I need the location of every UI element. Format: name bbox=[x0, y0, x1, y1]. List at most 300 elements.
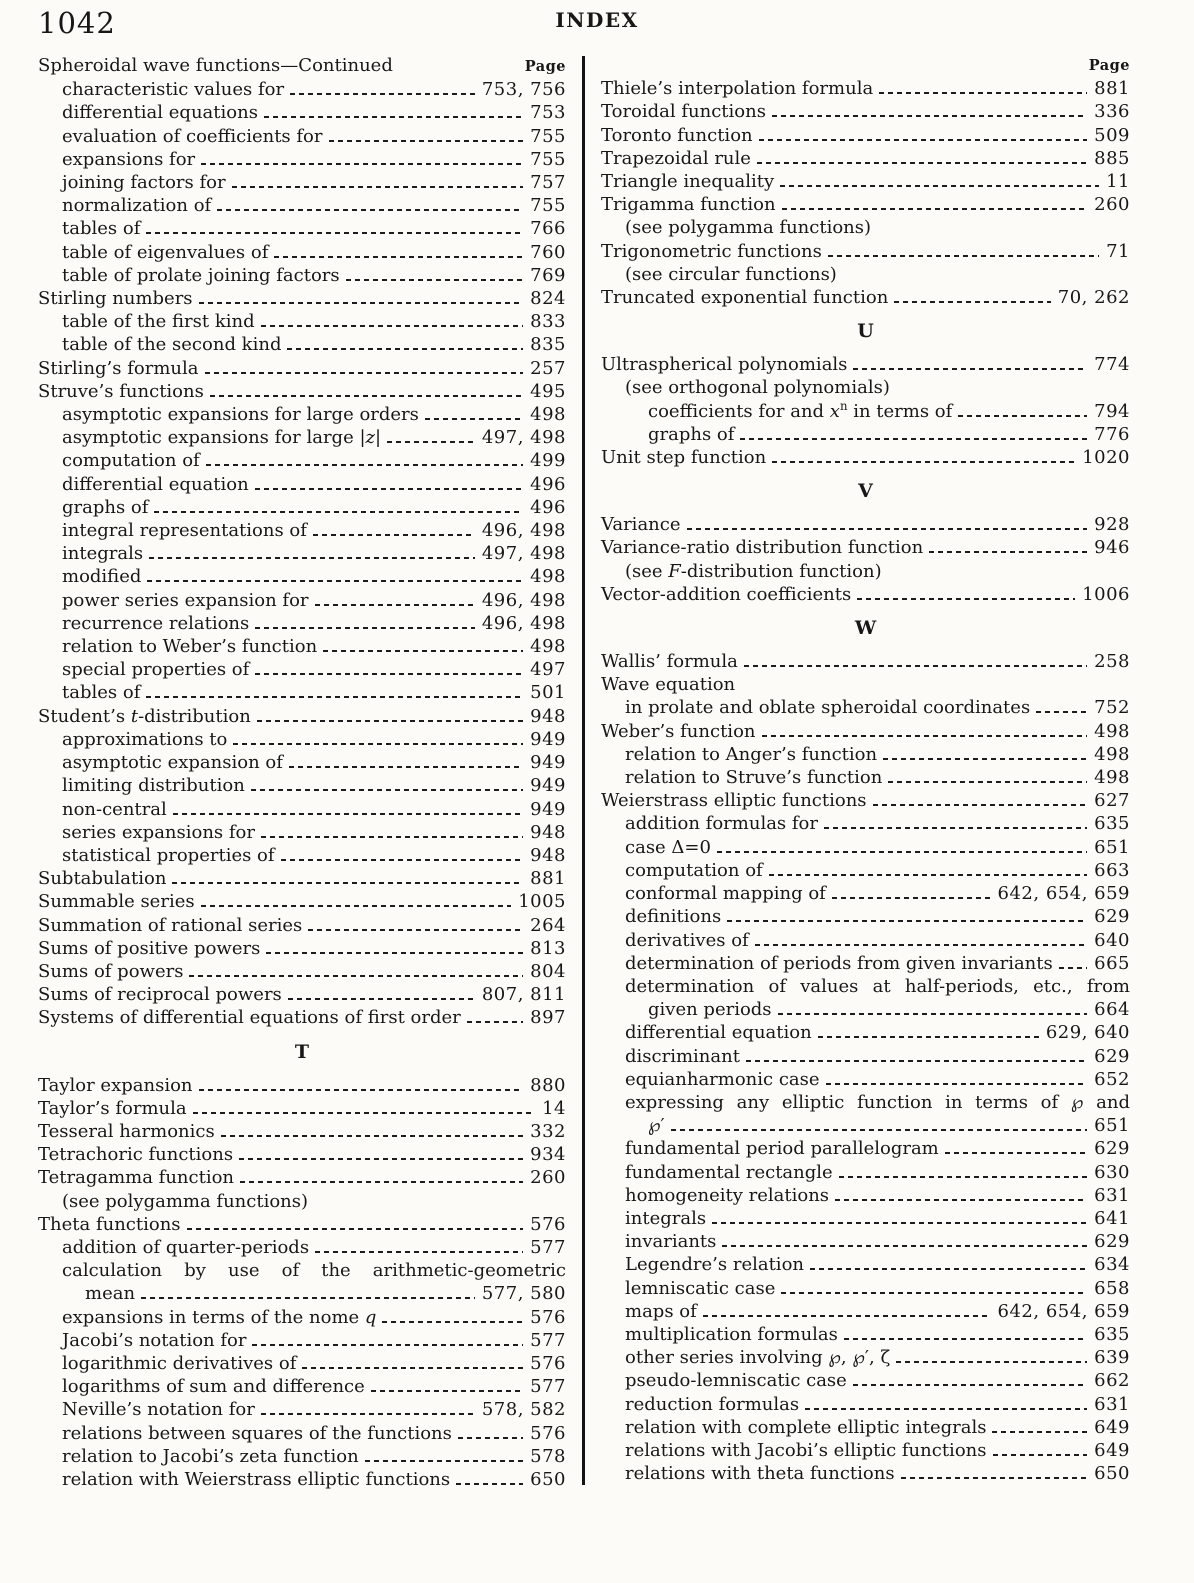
column-page-label: Page bbox=[524, 58, 566, 75]
index-entry-row bbox=[601, 952, 1130, 975]
dot-leader bbox=[290, 93, 475, 95]
entry-pages: 495 bbox=[530, 380, 566, 402]
index-entry-row bbox=[38, 426, 566, 449]
index-entry-row bbox=[38, 728, 566, 751]
entry-pages: 880 bbox=[530, 1074, 566, 1096]
entry-text: (see orthogonal polynomials) bbox=[625, 377, 890, 399]
dot-leader bbox=[1059, 967, 1087, 969]
entry-text: approximations to bbox=[62, 728, 228, 750]
index-entry-row bbox=[601, 720, 1130, 743]
entry-pages: 70, 262 bbox=[1057, 287, 1130, 309]
entry-text: Subtabulation bbox=[38, 868, 167, 890]
index-entry-row bbox=[601, 446, 1130, 469]
entry-text: (see polygamma functions) bbox=[62, 1190, 309, 1212]
dot-leader bbox=[805, 1408, 1087, 1410]
entry-text: Weierstrass elliptic functions bbox=[601, 790, 867, 812]
column-header-row bbox=[38, 54, 566, 78]
index-entry-row bbox=[38, 380, 566, 403]
dot-leader bbox=[210, 395, 523, 397]
dot-leader bbox=[883, 758, 1087, 760]
entry-text: graphs of bbox=[648, 423, 735, 445]
entry-text: asymptotic expansion of bbox=[62, 752, 283, 774]
entry-pages: 498 bbox=[1094, 767, 1130, 789]
dot-leader bbox=[458, 1437, 523, 1439]
dot-leader bbox=[240, 1181, 523, 1183]
dot-leader bbox=[781, 1292, 1087, 1294]
dot-leader bbox=[810, 1268, 1087, 1270]
index-entry-row bbox=[601, 1416, 1130, 1439]
entry-pages: 835 bbox=[530, 334, 566, 356]
index-entry-row bbox=[38, 1236, 566, 1259]
dot-leader bbox=[888, 781, 1087, 783]
index-columns bbox=[0, 52, 1194, 1551]
entry-text: maps of bbox=[625, 1300, 697, 1322]
index-entry-row bbox=[601, 423, 1130, 446]
entry-pages: 264 bbox=[530, 914, 566, 936]
index-entry-row bbox=[38, 1468, 566, 1491]
index-entry-row bbox=[601, 1393, 1130, 1416]
dot-leader bbox=[857, 598, 1075, 600]
entry-pages: 577 bbox=[530, 1376, 566, 1398]
entry-pages: 649 bbox=[1094, 1416, 1130, 1438]
entry-text: integrals bbox=[625, 1207, 707, 1229]
index-entry-row bbox=[38, 449, 566, 472]
entry-text: expressing any elliptic function in terms of ℘ and bbox=[625, 1091, 1130, 1113]
index-entry-row bbox=[601, 1462, 1130, 1485]
index-entry-row bbox=[38, 1445, 566, 1468]
index-entry-row bbox=[38, 125, 566, 148]
index-entry-row bbox=[601, 1021, 1130, 1044]
dot-leader bbox=[261, 325, 524, 327]
entry-text: relations with theta functions bbox=[625, 1463, 895, 1485]
entry-text: power series expansion for bbox=[62, 589, 309, 611]
entry-pages: 650 bbox=[530, 1468, 566, 1490]
entry-pages: 642, 654, 659 bbox=[997, 883, 1130, 905]
entry-pages: 576 bbox=[530, 1213, 566, 1235]
index-entry-row bbox=[38, 1375, 566, 1398]
entry-text: special properties of bbox=[62, 659, 250, 681]
index-entry-row bbox=[38, 774, 566, 797]
index-entry-row bbox=[601, 882, 1130, 905]
entry-text: Unit step function bbox=[601, 447, 767, 469]
entry-text: (see F-distribution function) bbox=[625, 560, 882, 582]
index-entry-row bbox=[38, 1143, 566, 1166]
entry-pages: 498 bbox=[1094, 720, 1130, 742]
dot-leader bbox=[217, 209, 523, 211]
dot-leader bbox=[193, 1112, 535, 1114]
entry-pages: 631 bbox=[1094, 1184, 1130, 1206]
entry-pages: 766 bbox=[530, 218, 566, 240]
index-entry-row bbox=[601, 1068, 1130, 1091]
entry-text: mean bbox=[85, 1283, 136, 1305]
dot-leader bbox=[289, 766, 523, 768]
entry-text: relation to Struve’s function bbox=[625, 767, 883, 789]
index-entry-row bbox=[601, 998, 1130, 1021]
entry-text: case Δ=0 bbox=[625, 836, 711, 858]
entry-text: in prolate and oblate spheroidal coordinates bbox=[625, 697, 1031, 719]
entry-text: Wallis’ formula bbox=[601, 651, 738, 673]
index-entry-row bbox=[38, 658, 566, 681]
entry-pages: 897 bbox=[530, 1007, 566, 1029]
entry-pages: 833 bbox=[530, 311, 566, 333]
dot-leader bbox=[769, 874, 1087, 876]
column-header-row bbox=[601, 54, 1130, 77]
entry-pages: 14 bbox=[542, 1097, 566, 1119]
dot-leader bbox=[387, 441, 475, 443]
entry-text: Stirling’s formula bbox=[38, 357, 199, 379]
dot-leader bbox=[199, 302, 524, 304]
index-entry-row bbox=[601, 263, 1130, 286]
dot-leader bbox=[896, 1361, 1087, 1363]
entry-pages: 652 bbox=[1094, 1068, 1130, 1090]
index-entry-row bbox=[601, 650, 1130, 673]
entry-text: ℘′ bbox=[648, 1115, 665, 1137]
entry-text: Variance-ratio distribution function bbox=[601, 537, 924, 559]
entry-pages: 664 bbox=[1094, 999, 1130, 1021]
entry-pages: 651 bbox=[1094, 836, 1130, 858]
entry-pages: 257 bbox=[530, 357, 566, 379]
entry-pages: 496, 498 bbox=[481, 612, 566, 634]
entry-pages: 498 bbox=[530, 636, 566, 658]
index-entry-row bbox=[38, 1097, 566, 1120]
index-entry-row bbox=[38, 635, 566, 658]
section-heading: U bbox=[857, 320, 874, 343]
dot-leader bbox=[832, 897, 991, 899]
entry-text: table of eigenvalues of bbox=[62, 241, 269, 263]
dot-leader bbox=[853, 1384, 1087, 1386]
dot-leader bbox=[993, 1454, 1088, 1456]
entry-text: (see polygamma functions) bbox=[625, 217, 872, 239]
entry-pages: 881 bbox=[1094, 78, 1130, 100]
entry-text: relation to Anger’s function bbox=[625, 743, 878, 765]
entry-text: relation to Jacobi’s zeta function bbox=[62, 1445, 359, 1467]
dot-leader bbox=[323, 650, 523, 652]
entry-pages: 946 bbox=[1094, 537, 1130, 559]
entry-text: fundamental rectangle bbox=[625, 1161, 833, 1183]
entry-text: determination of periods from given invariants bbox=[625, 952, 1053, 974]
entry-pages: 260 bbox=[530, 1167, 566, 1189]
entry-pages: 260 bbox=[1094, 194, 1130, 216]
dot-leader bbox=[782, 208, 1088, 210]
index-entry-row bbox=[601, 376, 1130, 399]
entry-text: asymptotic expansions for large orders bbox=[62, 404, 419, 426]
index-entry-row bbox=[601, 1439, 1130, 1462]
dot-leader bbox=[315, 604, 475, 606]
index-entry-row bbox=[38, 867, 566, 890]
entry-text: Trigonometric functions bbox=[601, 240, 822, 262]
entry-text: computation of bbox=[625, 859, 763, 881]
dot-leader bbox=[839, 1176, 1087, 1178]
dot-leader bbox=[257, 720, 523, 722]
index-entry-row bbox=[38, 960, 566, 983]
dot-leader bbox=[255, 627, 475, 629]
dot-leader bbox=[759, 139, 1088, 141]
entry-text: derivatives of bbox=[625, 929, 749, 951]
entry-text: computation of bbox=[62, 450, 200, 472]
entry-text: fundamental period parallelogram bbox=[625, 1138, 939, 1160]
dot-leader bbox=[206, 464, 523, 466]
dot-leader bbox=[740, 438, 1087, 440]
dot-leader bbox=[828, 255, 1099, 257]
entry-text: Summable series bbox=[38, 891, 195, 913]
index-entry-row bbox=[38, 565, 566, 588]
dot-leader bbox=[315, 1251, 523, 1253]
index-entry-row bbox=[601, 1323, 1130, 1346]
index-entry-row bbox=[38, 473, 566, 496]
dot-leader bbox=[746, 1060, 1087, 1062]
entry-pages: 753 bbox=[530, 102, 566, 124]
entry-pages: 755 bbox=[530, 125, 566, 147]
entry-text: Struve’s functions bbox=[38, 380, 204, 402]
page-number: 1042 bbox=[38, 6, 116, 40]
index-entry-row bbox=[38, 1006, 566, 1029]
dot-leader bbox=[929, 551, 1087, 553]
entry-pages: 11 bbox=[1106, 171, 1130, 193]
index-entry-row bbox=[601, 789, 1130, 812]
dot-leader bbox=[302, 1367, 523, 1369]
entry-text: relation with Weierstrass elliptic functions bbox=[62, 1468, 451, 1490]
index-entry-row bbox=[601, 975, 1130, 998]
entry-text: Tetragamma function bbox=[38, 1167, 235, 1189]
entry-pages: 497, 498 bbox=[481, 427, 566, 449]
index-entry-row bbox=[601, 124, 1130, 147]
dot-leader bbox=[172, 882, 523, 884]
entry-pages: 757 bbox=[530, 172, 566, 194]
entry-pages: 949 bbox=[530, 752, 566, 774]
entry-pages: 496 bbox=[530, 473, 566, 495]
index-entry-row bbox=[38, 287, 566, 310]
dot-leader bbox=[671, 1129, 1088, 1131]
dot-leader bbox=[233, 743, 523, 745]
dot-leader bbox=[467, 1021, 523, 1023]
entry-pages: 760 bbox=[530, 241, 566, 263]
entry-text: Taylor expansion bbox=[38, 1074, 193, 1096]
entry-text: integral representations of bbox=[62, 520, 307, 542]
dot-leader bbox=[371, 1390, 523, 1392]
index-entry-row bbox=[38, 241, 566, 264]
dot-leader bbox=[149, 557, 475, 559]
index-entry-row bbox=[601, 147, 1130, 170]
entry-pages: 824 bbox=[530, 288, 566, 310]
entry-pages: 258 bbox=[1094, 651, 1130, 673]
index-entry-row bbox=[601, 1277, 1130, 1300]
index-entry-row bbox=[601, 1230, 1130, 1253]
dot-leader bbox=[221, 1135, 523, 1137]
index-entry-row bbox=[38, 403, 566, 426]
dot-leader bbox=[826, 1083, 1088, 1085]
entry-text: addition formulas for bbox=[625, 813, 818, 835]
entry-text: Legendre’s relation bbox=[625, 1254, 804, 1276]
entry-text: table of prolate joining factors bbox=[62, 264, 340, 286]
entry-pages: 663 bbox=[1094, 859, 1130, 881]
index-entry-row bbox=[38, 171, 566, 194]
entry-pages: 794 bbox=[1094, 400, 1130, 422]
index-entry-row bbox=[38, 101, 566, 124]
index-entry-row bbox=[38, 148, 566, 171]
index-entry-row bbox=[38, 217, 566, 240]
index-entry-row bbox=[38, 798, 566, 821]
index-entry-row bbox=[38, 310, 566, 333]
entry-text: integrals bbox=[62, 543, 144, 565]
entry-text: Sums of reciprocal powers bbox=[38, 984, 282, 1006]
index-entry-row bbox=[601, 1161, 1130, 1184]
index-entry-row bbox=[601, 240, 1130, 263]
entry-text: other series involving ℘, ℘′, ζ bbox=[625, 1347, 891, 1369]
entry-text: Taylor’s formula bbox=[38, 1097, 187, 1119]
index-entry-row bbox=[601, 170, 1130, 193]
entry-pages: 578, 582 bbox=[481, 1399, 566, 1421]
index-entry-row bbox=[601, 1369, 1130, 1392]
dot-leader bbox=[274, 256, 523, 258]
entry-pages: 631 bbox=[1094, 1393, 1130, 1415]
entry-text: Truncated exponential function bbox=[601, 287, 889, 309]
index-entry-row bbox=[38, 890, 566, 913]
index-entry-row bbox=[38, 983, 566, 1006]
entry-pages: 804 bbox=[530, 960, 566, 982]
index-entry-row bbox=[38, 821, 566, 844]
entry-text: Systems of differential equations of first order bbox=[38, 1007, 461, 1029]
index-entry-row bbox=[601, 859, 1130, 882]
entry-pages: 928 bbox=[1094, 514, 1130, 536]
entry-pages: 498 bbox=[530, 566, 566, 588]
entry-pages: 650 bbox=[1094, 1463, 1130, 1485]
index-entry-row bbox=[38, 496, 566, 519]
entry-pages: 629, 640 bbox=[1045, 1022, 1130, 1044]
dot-leader bbox=[818, 1036, 1039, 1038]
dot-leader bbox=[744, 665, 1087, 667]
dot-leader bbox=[365, 1460, 523, 1462]
entry-pages: 769 bbox=[530, 264, 566, 286]
dot-leader bbox=[772, 461, 1075, 463]
entry-pages: 577, 580 bbox=[481, 1283, 566, 1305]
index-entry-row bbox=[601, 1137, 1130, 1160]
dot-leader bbox=[712, 1222, 1087, 1224]
index-entry-row bbox=[38, 705, 566, 728]
index-entry-row bbox=[38, 357, 566, 380]
index-entry-row bbox=[601, 1091, 1130, 1114]
entry-pages: 948 bbox=[530, 821, 566, 843]
index-entry-row bbox=[38, 1306, 566, 1329]
dot-leader bbox=[255, 673, 523, 675]
entry-text: lemniscatic case bbox=[625, 1277, 776, 1299]
index-entry-row bbox=[601, 1346, 1130, 1369]
index-entry-row bbox=[601, 1207, 1130, 1230]
column-right bbox=[601, 54, 1130, 1491]
entry-text: Ultraspherical polynomials bbox=[601, 354, 848, 376]
entry-pages: 642, 654, 659 bbox=[997, 1300, 1130, 1322]
dot-leader bbox=[945, 1152, 1087, 1154]
entry-pages: 630 bbox=[1094, 1161, 1130, 1183]
entry-pages: 755 bbox=[530, 195, 566, 217]
index-entry-row bbox=[601, 1184, 1130, 1207]
column-left bbox=[38, 54, 566, 1491]
index-entry-row bbox=[38, 937, 566, 960]
entry-pages: 627 bbox=[1094, 790, 1130, 812]
dot-leader bbox=[261, 1413, 475, 1415]
entry-text: Sums of powers bbox=[38, 960, 184, 982]
entry-text: Triangle inequality bbox=[601, 171, 775, 193]
entry-pages: 1006 bbox=[1082, 583, 1130, 605]
entry-pages: 639 bbox=[1094, 1347, 1130, 1369]
index-entry-row bbox=[601, 583, 1130, 606]
entry-text: asymptotic expansions for large |z| bbox=[62, 427, 382, 449]
dot-leader bbox=[879, 92, 1087, 94]
dot-leader bbox=[717, 851, 1087, 853]
entry-text: Weber’s function bbox=[601, 720, 756, 742]
dot-leader bbox=[687, 528, 1088, 530]
entry-pages: 336 bbox=[1094, 101, 1130, 123]
entry-text: graphs of bbox=[62, 496, 149, 518]
dot-leader bbox=[346, 279, 523, 281]
index-entry-row bbox=[601, 77, 1130, 100]
index-entry-row bbox=[38, 1190, 566, 1213]
dot-leader bbox=[266, 952, 523, 954]
entry-pages: 332 bbox=[530, 1120, 566, 1142]
dot-leader bbox=[853, 368, 1087, 370]
dot-leader bbox=[251, 789, 523, 791]
dot-leader bbox=[232, 186, 524, 188]
dot-leader bbox=[201, 905, 512, 907]
entry-pages: 658 bbox=[1094, 1277, 1130, 1299]
entry-text: Theta functions bbox=[38, 1213, 181, 1235]
index-entry-row bbox=[601, 193, 1130, 216]
entry-text: limiting distribution bbox=[62, 775, 245, 797]
entry-text: Student’s t-distribution bbox=[38, 705, 251, 727]
entry-pages: 499 bbox=[530, 450, 566, 472]
entry-pages: 640 bbox=[1094, 929, 1130, 951]
entry-pages: 649 bbox=[1094, 1439, 1130, 1461]
index-entry-row bbox=[601, 1253, 1130, 1276]
entry-pages: 498 bbox=[1094, 743, 1130, 765]
entry-pages: 635 bbox=[1094, 813, 1130, 835]
dot-leader bbox=[703, 1315, 991, 1317]
entry-pages: 498 bbox=[530, 404, 566, 426]
dot-leader bbox=[844, 1338, 1087, 1340]
entry-text: table of the second kind bbox=[62, 334, 282, 356]
index-entry-row bbox=[38, 751, 566, 774]
entry-text: logarithms of sum and difference bbox=[62, 1376, 365, 1398]
entry-text: differential equation bbox=[62, 473, 249, 495]
entry-text: Toronto function bbox=[601, 124, 753, 146]
entry-pages: 497, 498 bbox=[481, 543, 566, 565]
entry-pages: 71 bbox=[1106, 240, 1130, 262]
entry-pages: 665 bbox=[1094, 952, 1130, 974]
index-entry-row bbox=[601, 100, 1130, 123]
dot-leader bbox=[425, 418, 523, 420]
entry-text: logarithmic derivatives of bbox=[62, 1352, 297, 1374]
dot-leader bbox=[201, 163, 523, 165]
entry-text: relations between squares of the functions bbox=[62, 1422, 452, 1444]
entry-text: conformal mapping of bbox=[625, 883, 826, 905]
index-entry-row bbox=[38, 612, 566, 635]
index-entry-row bbox=[601, 743, 1130, 766]
dot-leader bbox=[205, 372, 524, 374]
dot-leader bbox=[264, 116, 523, 118]
section-heading: W bbox=[854, 617, 877, 640]
entry-text: (see circular functions) bbox=[625, 263, 837, 285]
entry-pages: 776 bbox=[1094, 423, 1130, 445]
index-entry-row bbox=[38, 1282, 566, 1305]
entry-text: joining factors for bbox=[62, 172, 226, 194]
dot-leader bbox=[146, 232, 523, 234]
index-entry-row bbox=[601, 1114, 1130, 1137]
index-entry-row bbox=[38, 914, 566, 937]
section-heading: T bbox=[294, 1040, 310, 1063]
entry-text: modified bbox=[62, 566, 142, 588]
entry-text: equianharmonic case bbox=[625, 1068, 820, 1090]
index-entry-row bbox=[38, 519, 566, 542]
dot-leader bbox=[239, 1158, 523, 1160]
